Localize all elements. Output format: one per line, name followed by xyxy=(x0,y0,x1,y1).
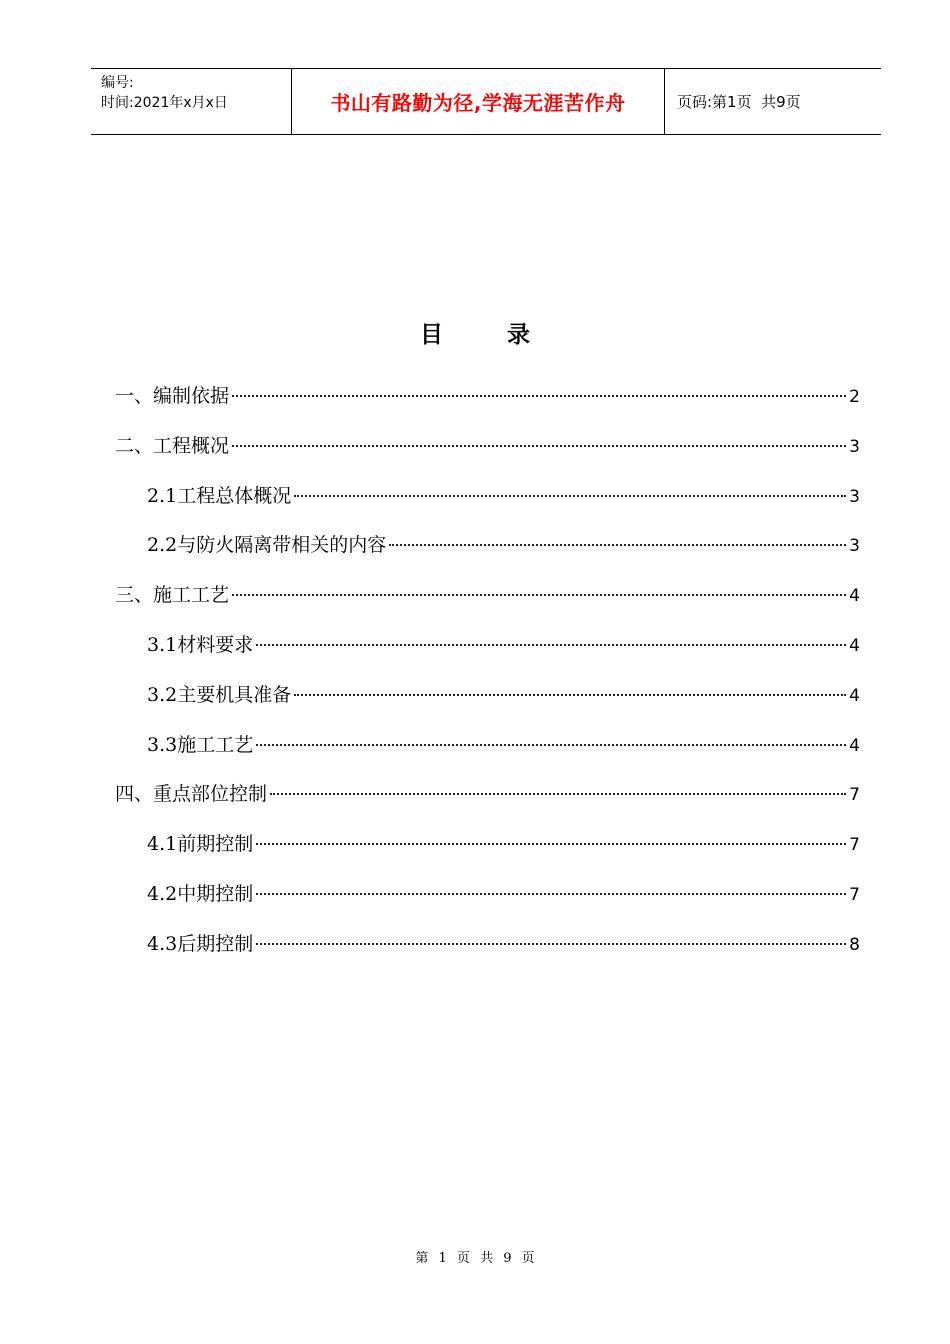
header-page-info: 页码:第1页 共9页 xyxy=(677,93,801,111)
toc-entry[interactable] xyxy=(115,727,860,777)
toc-dot-leader xyxy=(270,793,846,795)
toc-dot-leader xyxy=(389,544,846,546)
toc-dot-leader xyxy=(294,694,846,696)
toc-dot-leader xyxy=(256,893,846,895)
toc-entry-page-number: 4 xyxy=(849,735,860,756)
toc-entry[interactable] xyxy=(115,428,860,478)
table-of-contents xyxy=(115,378,860,976)
page-header xyxy=(91,68,881,135)
toc-dot-leader xyxy=(256,943,846,945)
header-meta-cell xyxy=(91,69,292,134)
toc-entry[interactable] xyxy=(115,826,860,876)
toc-entry-title: 3.2主要机具准备 xyxy=(147,683,292,706)
toc-entry-title: 3.1材料要求 xyxy=(147,633,254,656)
toc-entry-title: 2.1工程总体概况 xyxy=(147,484,292,507)
toc-entry[interactable] xyxy=(115,527,860,577)
toc-entry[interactable] xyxy=(115,876,860,926)
toc-entry-page-number: 3 xyxy=(849,486,860,507)
toc-entry[interactable] xyxy=(115,577,860,627)
toc-dot-leader xyxy=(232,594,846,596)
toc-entry-title: 一、编制依据 xyxy=(115,385,230,407)
toc-dot-leader xyxy=(294,495,846,497)
toc-entry[interactable] xyxy=(115,677,860,727)
toc-entry-page-number: 4 xyxy=(849,685,860,706)
toc-entry[interactable] xyxy=(115,926,860,976)
document-time-label: 时间:2021年x月x日 xyxy=(101,95,228,111)
toc-entry-title: 2.2与防火隔离带相关的内容 xyxy=(147,534,387,557)
toc-entry-title: 4.3后期控制 xyxy=(147,932,254,955)
toc-dot-leader xyxy=(256,744,846,746)
toc-entry-page-number: 8 xyxy=(849,934,860,955)
toc-entry-title: 3.3施工工艺 xyxy=(147,733,254,756)
toc-entry-page-number: 7 xyxy=(849,884,860,905)
toc-entry-title: 三、施工工艺 xyxy=(115,584,230,607)
toc-entry[interactable] xyxy=(115,378,860,428)
toc-title: 目 录 xyxy=(419,321,558,348)
toc-entry-page-number: 3 xyxy=(849,436,860,457)
document-number-label: 编号: xyxy=(101,75,134,91)
toc-dot-leader xyxy=(256,644,846,646)
header-motto: 书山有路勤为径,学海无涯苦作舟 xyxy=(292,69,665,134)
page-footer: 第 1 页 共 9 页 xyxy=(415,1251,535,1266)
toc-dot-leader xyxy=(232,445,846,447)
toc-entry-page-number: 2 xyxy=(849,387,860,407)
toc-entry-title: 4.1前期控制 xyxy=(147,833,254,856)
toc-dot-leader xyxy=(256,843,846,845)
toc-entry-page-number: 7 xyxy=(849,785,860,806)
toc-entry-page-number: 7 xyxy=(849,835,860,856)
toc-dot-leader xyxy=(232,395,846,397)
toc-entry-page-number: 4 xyxy=(849,635,860,656)
toc-entry-title: 二、工程概况 xyxy=(115,434,230,457)
toc-entry-page-number: 4 xyxy=(849,586,860,607)
toc-entry-page-number: 3 xyxy=(849,536,860,557)
toc-entry[interactable] xyxy=(115,776,860,826)
toc-entry[interactable] xyxy=(115,627,860,677)
toc-entry-title: 四、重点部位控制 xyxy=(115,783,268,806)
toc-entry[interactable] xyxy=(115,478,860,528)
toc-entry-title: 4.2中期控制 xyxy=(147,882,254,905)
header-page-info-cell xyxy=(665,69,881,134)
